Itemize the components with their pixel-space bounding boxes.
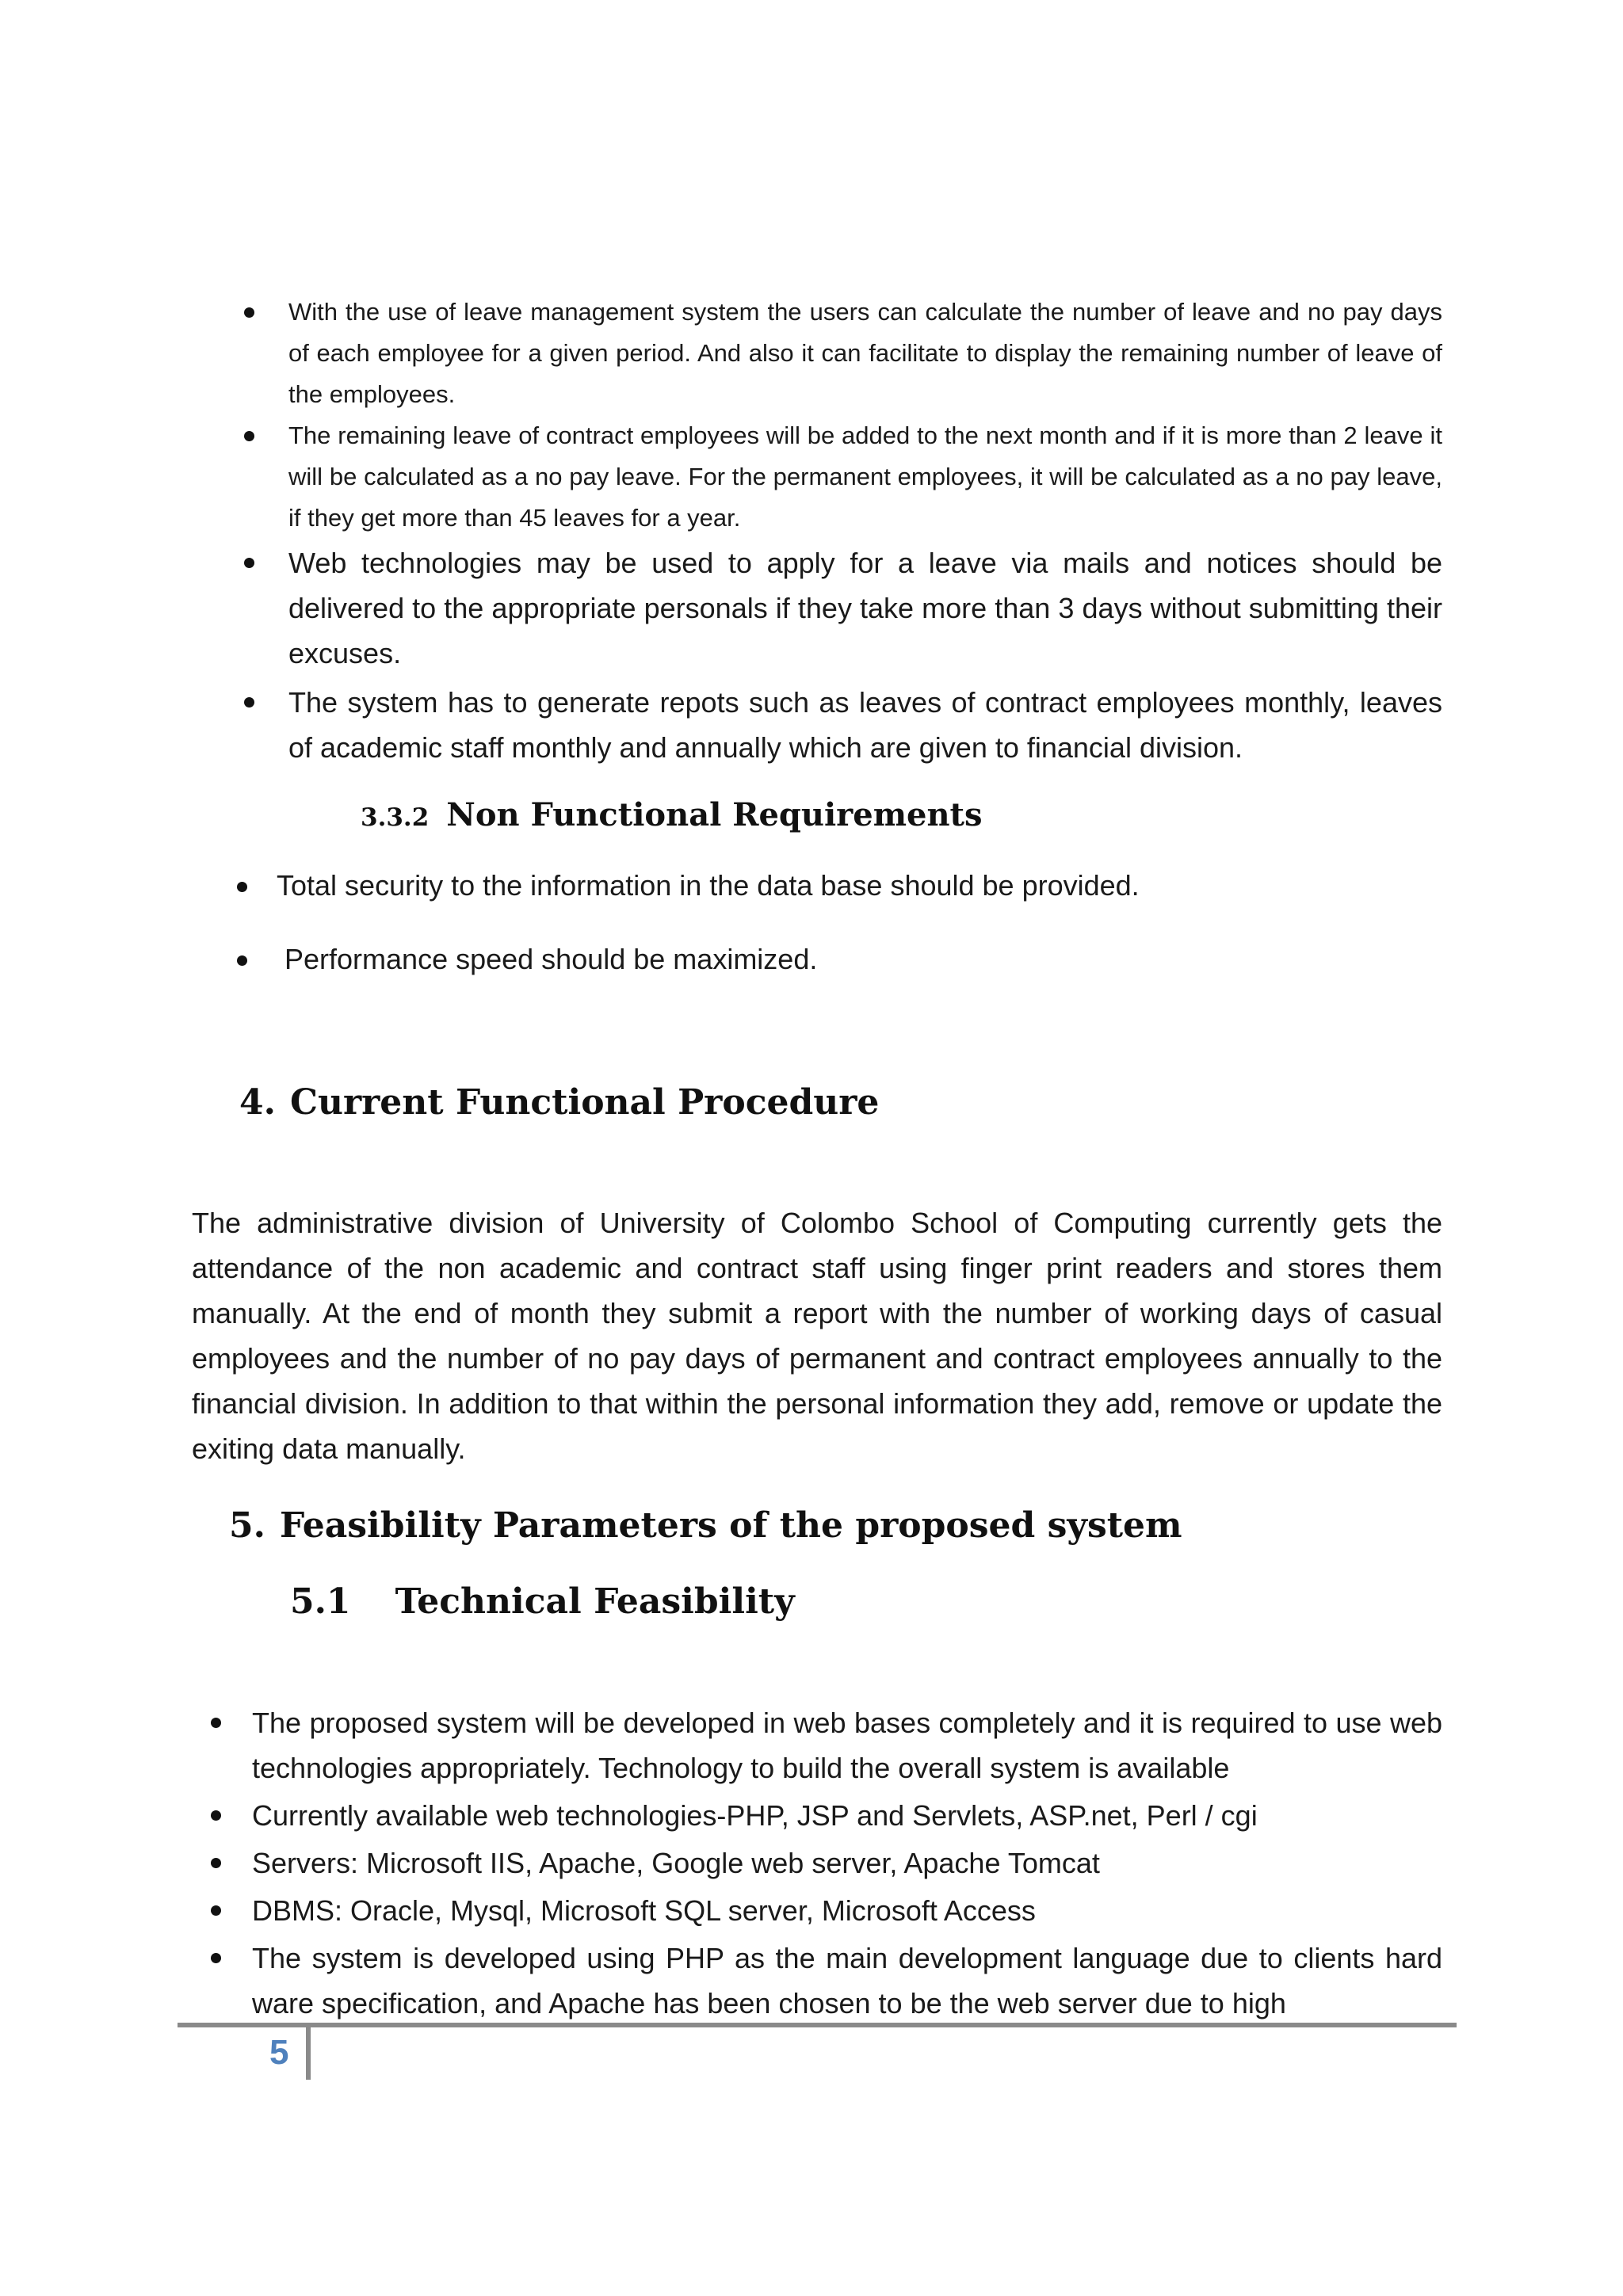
bullet-icon [211, 1905, 221, 1916]
list-item [288, 415, 1442, 539]
footer-page-number-divider [306, 2027, 311, 2080]
bullet-icon [244, 697, 254, 707]
list-item-text: The remaining leave of contract employees will be added to the next month and if it is more than 2 leave it will be calculated as a no pay leave. For the permanent employees, it will be calculated as a no pay leave, if they get more than 45 leaves for a year. [288, 421, 1442, 532]
technical-feasibility-list [252, 1700, 1442, 2028]
section-title: Feasibility Parameters of the proposed system [279, 1505, 1182, 1546]
list-item [285, 940, 817, 979]
list-item-text: Servers: Microsoft IIS, Apache, Google web server, Apache Tomcat [252, 1847, 1100, 1879]
section-title: Technical Feasibility [395, 1581, 795, 1622]
section-title: Current Functional Procedure [289, 1082, 880, 1123]
list-item [288, 292, 1442, 415]
section-4-heading [239, 1082, 879, 1123]
section-number: 5.1 [290, 1581, 351, 1622]
list-item-text: Currently available web technologies-PHP, JSP and Servlets, ASP.net, Perl / cgi [252, 1799, 1258, 1832]
bullet-icon [211, 1953, 221, 1963]
list-item [252, 1936, 1442, 2026]
list-item [277, 866, 1140, 906]
bullet-icon [244, 431, 254, 441]
list-item-text: Total security to the information in the data base should be provided. [277, 869, 1140, 902]
functional-requirements-list-part1 [288, 292, 1442, 539]
bullet-icon [244, 558, 254, 568]
section-4-paragraph: The administrative division of University of Colombo School of Computing currently gets the attendance of the non academic and contract staff using finger print readers and stores them manually. At the end of month they submit a report with the number of working days of casual employees and the number of no pay days of permanent and contract employees annually to the financial division. In addition to that within the personal information they add, remove or update the exiting data manually. [192, 1207, 1442, 1465]
section-332-heading [361, 796, 983, 833]
list-item [252, 1888, 1442, 1933]
bullet-icon [244, 307, 254, 318]
list-item [252, 1793, 1442, 1838]
section-number: 3.3.2 [361, 803, 430, 832]
section-51-heading [290, 1581, 795, 1622]
bullet-icon [237, 955, 247, 966]
list-item-text: Web technologies may be used to apply for a leave via mails and notices should be delivered to the appropriate personals if they take more than 3 days without submitting their excuses. [288, 547, 1442, 669]
list-item-text: The proposed system will be developed in web bases completely and it is required to use web technologies appropriately. Technology to build the overall system is available [252, 1707, 1442, 1784]
bullet-icon [237, 882, 247, 892]
list-item [288, 680, 1442, 770]
page-number: 5 [269, 2033, 289, 2072]
list-item-text: The system is developed using PHP as the main development language due to clients hard ware specification, and Apache has been chosen to be the web server due to high [252, 1942, 1442, 2019]
list-item [288, 540, 1442, 676]
list-item-text: The system has to generate repots such as leaves of contract employees monthly, leaves of academic staff monthly and annually which are given to financial division. [288, 686, 1442, 764]
list-item-text: DBMS: Oracle, Mysql, Microsoft SQL server, Microsoft Access [252, 1894, 1036, 1927]
list-item-text: With the use of leave management system the users can calculate the number of leave and no pay days of each employee for a given period. And also it can facilitate to display the remaining number of leave of the employees. [288, 298, 1442, 408]
list-item [252, 1840, 1442, 1886]
section-title: Non Functional Requirements [446, 796, 983, 833]
section-5-heading [229, 1505, 1182, 1546]
list-item [252, 1700, 1442, 1791]
bullet-icon [211, 1718, 221, 1728]
bullet-icon [211, 1858, 221, 1868]
section-number: 5. [229, 1505, 265, 1546]
bullet-icon [211, 1810, 221, 1821]
functional-requirements-list-part2 [288, 540, 1442, 774]
footer-divider [178, 2023, 1457, 2027]
section-number: 4. [239, 1082, 276, 1123]
list-item-text: Performance speed should be maximized. [285, 943, 818, 975]
